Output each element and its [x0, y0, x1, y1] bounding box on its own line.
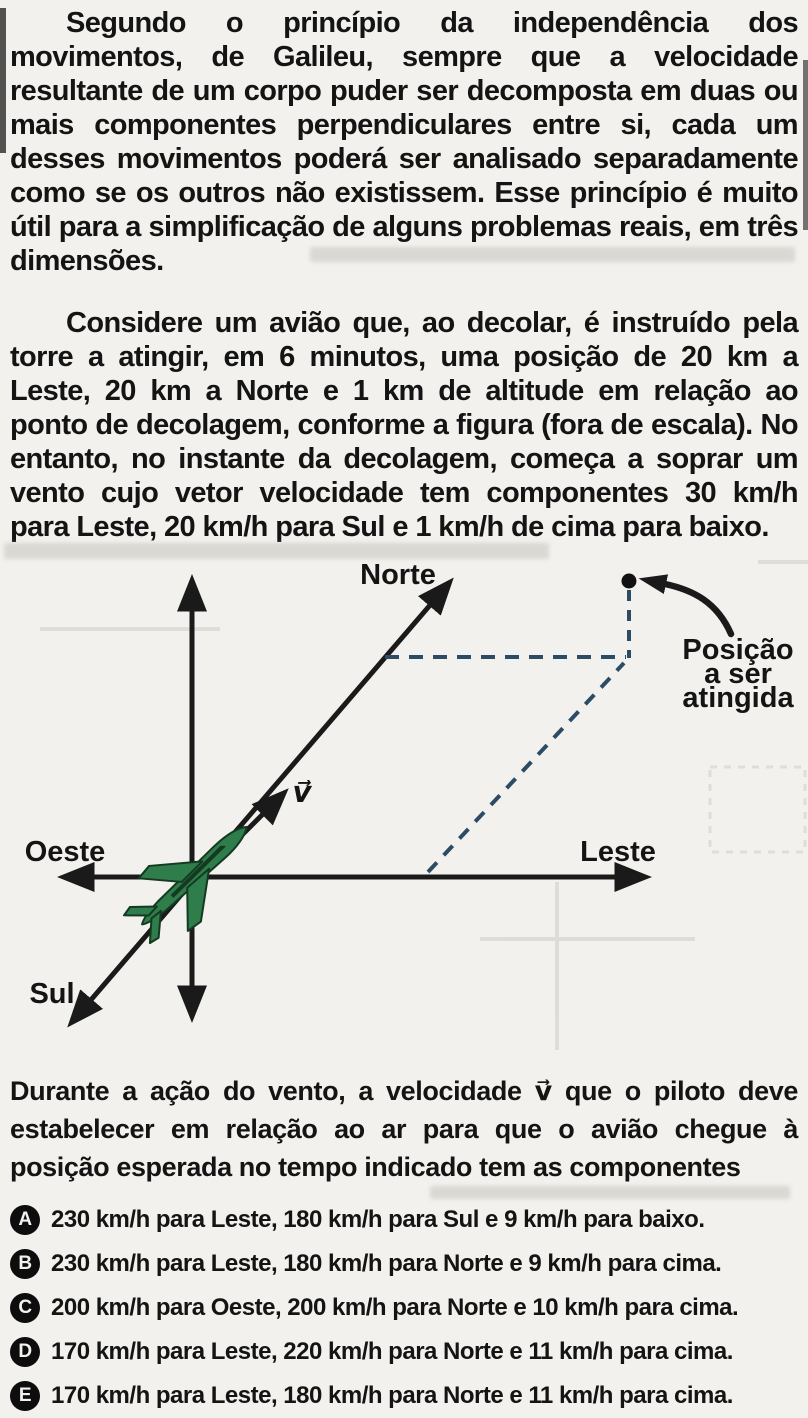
answer-options — [10, 1198, 798, 1418]
target-position-dot — [622, 574, 637, 589]
label-velocity-vector: v⃗ — [292, 777, 312, 809]
label-leste: Leste — [580, 836, 656, 868]
target-leader-arrow — [665, 584, 731, 634]
option-d-text: 170 km/h para Leste, 220 km/h para Norte e 11 km/h para cima. — [51, 1338, 733, 1365]
label-target-line2: a ser — [704, 658, 772, 690]
option-b-badge: B — [10, 1249, 40, 1279]
paragraph-principle: Segundo o princípio da independência dos movimentos, de Galileu, sempre que a velocidade resultante de um corpo puder ser decomposta em duas ou mais componentes perpendiculares entre si, cada um desses movimentos poderá ser analisado separadamente como se os outros não existissem. Esse princípio é muito útil para a simplificação de alguns problemas reais, em três dimensões. — [10, 7, 798, 277]
option-a-badge: A — [10, 1205, 40, 1235]
vector-diagram-figure — [10, 552, 798, 1062]
option-row-b — [10, 1242, 798, 1286]
compass-axes-diagram — [10, 552, 808, 1057]
option-b-text: 230 km/h para Leste, 180 km/h para Norte e 9 km/h para cima. — [51, 1250, 722, 1277]
option-c-badge: C — [10, 1293, 40, 1323]
option-row-c — [10, 1286, 798, 1330]
option-row-a — [10, 1198, 798, 1242]
construction-lines — [385, 590, 629, 872]
option-d-badge: D — [10, 1337, 40, 1367]
paragraph-scenario: Considere um avião que, ao decolar, é instruído pela torre a atingir, em 6 minutos, uma posição de 20 km a Leste, 20 km a Norte e 1 km de altitude em relação ao ponto de decolagem, conforme a figura (fora de escala). No entanto, no instante da decolagem, começa a soprar um vento cujo vetor velocidade tem componentes 30 km/h para Leste, 20 km/h para Sul e 1 km/h de cima para baixo. — [10, 307, 798, 543]
label-target-line1: Posição — [682, 634, 794, 666]
paragraph-question: Durante a ação do vento, a velocidade v⃗ que o piloto deve estabelecer em relação ao ar para que o avião chegue à posição esperada no tempo indicado tem as componentes — [10, 1076, 798, 1182]
label-target-line3: atingida — [682, 682, 794, 714]
axis-south-north — [90, 604, 431, 1001]
option-e-badge: E — [10, 1381, 40, 1411]
label-oeste: Oeste — [24, 836, 106, 868]
option-a-text: 230 km/h para Leste, 180 km/h para Sul e 9 km/h para baixo. — [51, 1206, 705, 1233]
label-target-position — [682, 634, 794, 714]
option-row-d — [10, 1330, 798, 1374]
option-e-text: 170 km/h para Leste, 180 km/h para Norte e 11 km/h para cima. — [51, 1382, 733, 1409]
option-row-e — [10, 1374, 798, 1418]
option-c-text: 200 km/h para Oeste, 200 km/h para Norte e 10 km/h para cima. — [51, 1294, 739, 1321]
label-sul: Sul — [29, 978, 75, 1010]
label-norte: Norte — [360, 559, 436, 591]
